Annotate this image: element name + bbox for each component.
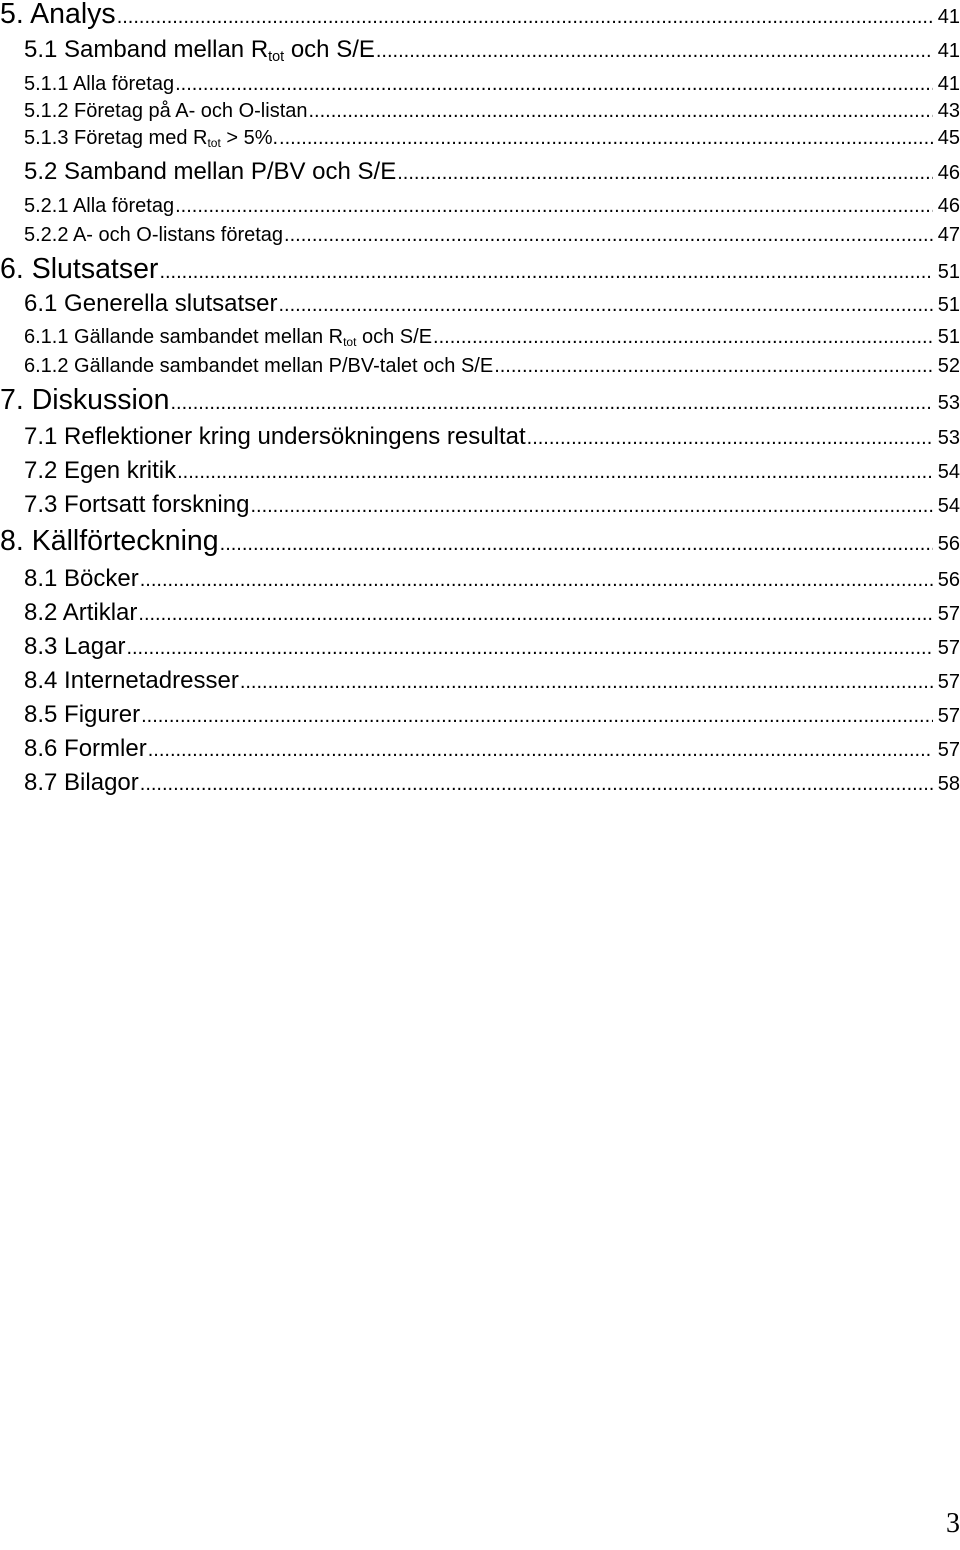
toc-entry-number: 8.5 xyxy=(24,701,58,728)
toc-entry-title: Analys xyxy=(30,0,116,30)
toc-entry-title: Alla företag xyxy=(72,195,175,217)
toc-entry-title: Bilagor xyxy=(64,769,139,796)
toc-entry-title: Företag med $R_{tot} > 5\%$. xyxy=(74,127,279,151)
dot-leader xyxy=(117,7,933,27)
dot-leader xyxy=(494,356,933,376)
dot-leader xyxy=(140,570,933,590)
dot-leader xyxy=(376,41,933,61)
dot-leader xyxy=(171,393,933,413)
toc-entry-page: 41 xyxy=(937,73,960,95)
toc-entry[interactable] xyxy=(24,425,960,449)
toc-entry-page: 57 xyxy=(937,705,960,727)
dot-leader xyxy=(140,774,933,794)
toc-entry[interactable] xyxy=(24,326,960,350)
toc-entry-number: 5.2 xyxy=(24,158,58,185)
dot-leader xyxy=(278,295,932,315)
toc-entry-page: 56 xyxy=(937,569,960,591)
toc-entry-number: 8.6 xyxy=(24,735,58,762)
toc-entry-number: 5.2.2 xyxy=(24,224,69,246)
toc-entry-number: 5. xyxy=(0,0,24,30)
toc-entry-number: 5.2.1 xyxy=(24,195,69,217)
toc-entry-title: Egen kritik xyxy=(64,457,177,484)
dot-leader xyxy=(126,638,932,658)
dot-leader xyxy=(175,74,933,94)
toc-entry-page: 54 xyxy=(937,495,960,517)
toc-entry[interactable] xyxy=(0,0,960,29)
dot-leader xyxy=(527,428,933,448)
dot-leader xyxy=(240,672,933,692)
toc-entry[interactable] xyxy=(0,255,960,284)
toc-entry-number: 8.1 xyxy=(24,565,58,592)
toc-entry-page: 51 xyxy=(937,294,960,316)
toc-entry-page: 57 xyxy=(937,603,960,625)
toc-entry-number: 8.7 xyxy=(24,769,58,796)
toc-entry[interactable] xyxy=(24,225,960,245)
toc-entry-number: 8.4 xyxy=(24,667,58,694)
toc-entry-number: 7.2 xyxy=(24,457,58,484)
toc-entry-page: 57 xyxy=(937,637,960,659)
toc-entry-page: 53 xyxy=(937,392,960,414)
toc-entry[interactable] xyxy=(24,356,960,376)
toc-entry-title: Samband mellan P/BV och S/E xyxy=(64,158,397,185)
dot-leader xyxy=(177,462,933,482)
toc-entry[interactable] xyxy=(24,160,960,184)
dot-leader xyxy=(148,740,933,760)
toc-entry-number: 8.3 xyxy=(24,633,58,660)
toc-entry-page: 45 xyxy=(937,127,960,149)
toc-entry-title: Internetadresser xyxy=(64,667,239,694)
toc-entry[interactable] xyxy=(24,459,960,483)
toc-entry-title: Slutsatser xyxy=(31,253,159,285)
dot-leader xyxy=(284,225,933,245)
toc-entry[interactable] xyxy=(24,703,960,727)
toc-entry-page: 46 xyxy=(937,162,960,184)
toc-entry-title: Diskussion xyxy=(31,384,170,416)
toc-entry[interactable] xyxy=(24,196,960,216)
dot-leader xyxy=(397,163,933,183)
dot-leader xyxy=(250,496,932,516)
toc-entry[interactable] xyxy=(0,527,960,556)
toc-entry-page: 46 xyxy=(937,195,960,217)
toc-entry-page: 52 xyxy=(937,355,960,377)
toc-entry-number: 6.1 xyxy=(24,290,58,317)
toc-entry-page: 53 xyxy=(937,427,960,449)
dot-leader xyxy=(138,604,932,624)
toc-entry[interactable] xyxy=(24,101,960,121)
page-number: 3 xyxy=(946,1508,960,1539)
toc-entry-title: Gällande sambandet mellan P/BV-talet och S/E xyxy=(74,355,494,377)
dot-leader xyxy=(220,534,933,554)
toc-entry-title: Generella slutsatser xyxy=(64,290,278,317)
toc-entry-number: 5.1.2 xyxy=(24,100,69,122)
toc-entry-page: 58 xyxy=(937,773,960,795)
toc-entry-number: 5.1.1 xyxy=(24,73,69,95)
toc-entry-title: Samband mellan $R_{tot}$ och S/E xyxy=(64,36,375,66)
toc-entry-page: 51 xyxy=(937,326,960,348)
dot-leader xyxy=(175,196,933,216)
toc-entry-number: 6.1.2 xyxy=(24,355,69,377)
toc-entry-number: 7.1 xyxy=(24,423,58,450)
toc-entry-page: 47 xyxy=(937,224,960,246)
toc-entry-page: 41 xyxy=(937,6,960,28)
toc-entry[interactable] xyxy=(24,567,960,591)
toc-entry-number: 6.1.1 xyxy=(24,326,69,348)
toc-entry[interactable] xyxy=(24,737,960,761)
toc-entry[interactable] xyxy=(0,386,960,415)
toc-entry-title: Gällande sambandet mellan $R_{tot}$ och S/E xyxy=(74,326,433,350)
toc-entry-title: Figurer xyxy=(64,701,141,728)
toc-entry-number: 8.2 xyxy=(24,599,58,626)
toc-entry[interactable] xyxy=(24,74,960,94)
toc-entry-title: Företag på A- och O-listan xyxy=(74,100,308,122)
dot-leader xyxy=(309,101,933,121)
toc-entry-title: Fortsatt forskning xyxy=(64,491,250,518)
toc-entry-title: Reflektioner kring undersökningens resultat xyxy=(64,423,526,450)
dot-leader xyxy=(433,327,933,347)
dot-leader xyxy=(159,262,932,282)
dot-leader xyxy=(141,706,933,726)
toc-entry-page: 54 xyxy=(937,461,960,483)
toc-entry-page: 41 xyxy=(937,40,960,62)
toc-entry-title: Lagar xyxy=(64,633,126,660)
toc-entry-title: A- och O-listans företag xyxy=(72,224,284,246)
toc-entry[interactable] xyxy=(24,292,960,316)
toc-entry[interactable] xyxy=(24,669,960,693)
toc-entry[interactable] xyxy=(24,36,960,66)
toc-entry-page: 51 xyxy=(937,261,960,283)
toc-entry[interactable] xyxy=(24,771,960,795)
toc-entry-page: 56 xyxy=(937,533,960,555)
toc-entry-page: 57 xyxy=(937,671,960,693)
toc-entry-number: 6. xyxy=(0,253,24,285)
toc-entry-number: 5.1.3 xyxy=(24,127,69,149)
dot-leader xyxy=(279,128,933,148)
toc-entry[interactable] xyxy=(24,493,960,517)
toc-entry-number: 7. xyxy=(0,384,24,416)
toc-entry-number: 5.1 xyxy=(24,36,58,63)
toc-entry-title: Böcker xyxy=(64,565,139,592)
toc-entry-number: 8. xyxy=(0,525,24,557)
toc-entry-number: 7.3 xyxy=(24,491,58,518)
toc-entry-title: Alla företag xyxy=(72,73,175,95)
toc-entry[interactable] xyxy=(24,127,960,151)
toc-entry[interactable] xyxy=(24,601,960,625)
toc-entry[interactable] xyxy=(24,635,960,659)
toc-entry-title: Källförteckning xyxy=(31,525,219,557)
toc-entry-title: Artiklar xyxy=(62,599,138,626)
toc-entry-page: 57 xyxy=(937,739,960,761)
toc-entry-page: 43 xyxy=(937,100,960,122)
toc-entry-title: Formler xyxy=(64,735,147,762)
